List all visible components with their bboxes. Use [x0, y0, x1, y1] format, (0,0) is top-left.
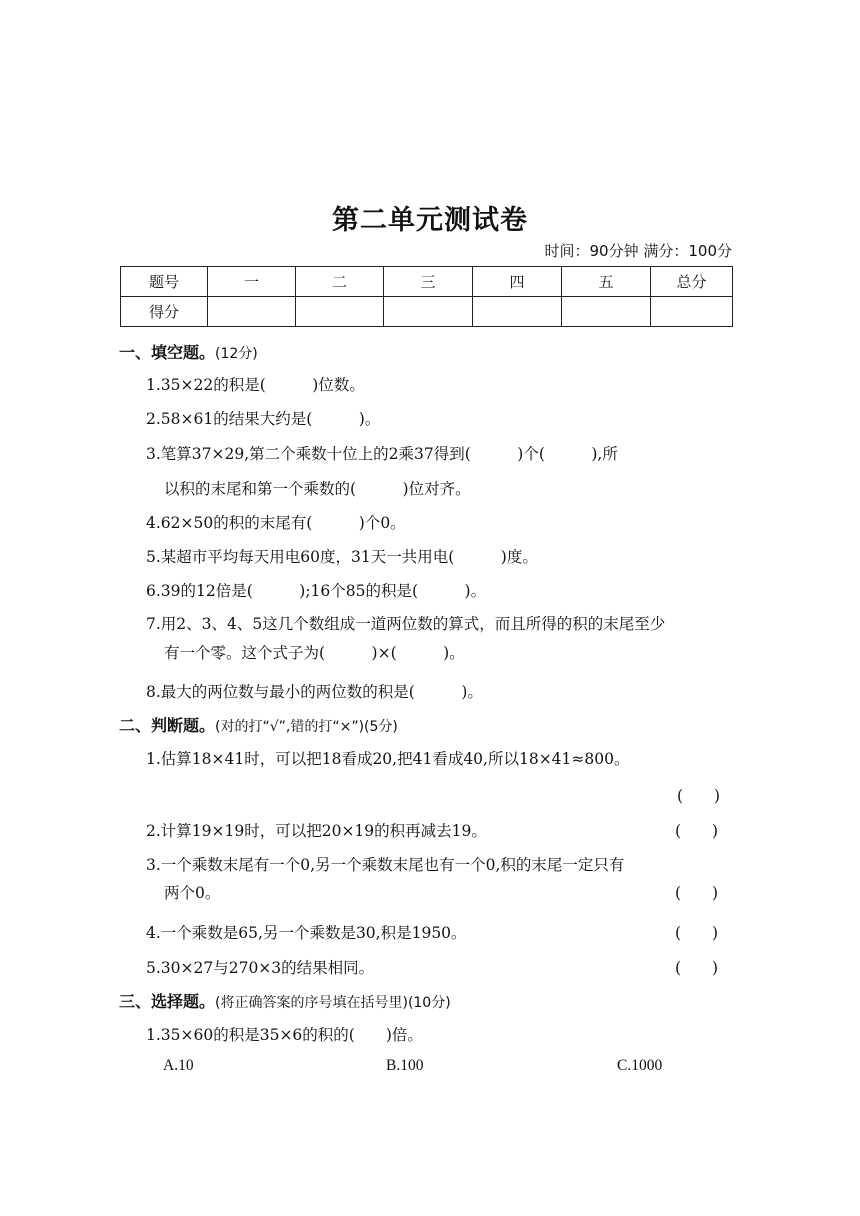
question-2-1: 1.估算18×41时，可以把18看成20,把41看成40,所以18×41≈800。: [146, 750, 630, 768]
question-1-3-cont: 以积的末尾和第一个乘数的( )位对齐。: [164, 480, 471, 498]
answer-parentheses[interactable]: ( ): [675, 924, 719, 942]
option-b[interactable]: B.100: [386, 1057, 424, 1074]
question-2-5: 5.30×27与270×3的结果相同。: [146, 959, 375, 977]
exam-meta: 时间：90分钟 满分：100分: [544, 242, 732, 260]
page-title: 第二单元测试卷: [332, 205, 528, 236]
score-table: [120, 266, 733, 327]
section-2-heading: [119, 713, 398, 736]
section-3-note: (将正确答案的序号填在括号里)(10分): [215, 995, 451, 1011]
answer-parentheses[interactable]: ( ): [677, 787, 721, 805]
score-cell[interactable]: [473, 297, 562, 327]
section-2-title: 二、判断题。: [119, 716, 216, 735]
section-3-title: 三、选择题。: [119, 992, 216, 1011]
header-cell-1: 一: [208, 267, 296, 297]
score-table-header-row: [121, 267, 733, 297]
question-1-7-cont: 有一个零。这个式子为( )×( )。: [164, 644, 465, 662]
header-cell-5: 五: [562, 267, 651, 297]
header-cell-total: 总分: [651, 267, 733, 297]
header-cell-3: 三: [384, 267, 473, 297]
score-cell[interactable]: [296, 297, 384, 327]
question-3-1: 1.35×60的积是35×6的积的( )倍。: [146, 1026, 423, 1044]
question-2-2: 2.计算19×19时，可以把20×19的积再减去19。: [146, 822, 487, 840]
score-cell[interactable]: [562, 297, 651, 327]
header-cell-4: 四: [473, 267, 562, 297]
section-1-title: 一、填空题。: [119, 343, 216, 362]
question-1-4: 4.62×50的积的末尾有( )个0。: [146, 514, 406, 532]
score-cell[interactable]: [651, 297, 733, 327]
score-cell[interactable]: [384, 297, 473, 327]
header-cell-2: 二: [296, 267, 384, 297]
answer-parentheses[interactable]: ( ): [675, 884, 719, 902]
header-cell-label: 题号: [121, 267, 208, 297]
question-1-5: 5.某超市平均每天用电60度，31天一共用电( )度。: [146, 548, 538, 566]
question-1-1: 1.35×22的积是( )位数。: [146, 376, 365, 394]
section-1-note: (12分): [215, 346, 258, 362]
question-2-4: 4.一个乘数是65,另一个乘数是30,积是1950。: [146, 924, 467, 942]
answer-parentheses[interactable]: ( ): [675, 822, 719, 840]
answer-parentheses[interactable]: ( ): [675, 959, 719, 977]
row-label-score: 得分: [121, 297, 208, 327]
score-cell[interactable]: [208, 297, 296, 327]
question-1-2: 2.58×61的结果大约是( )。: [146, 410, 381, 428]
question-1-6: 6.39的12倍是( );16个85的积是( )。: [146, 582, 487, 600]
option-a[interactable]: A.10: [163, 1057, 194, 1074]
score-table-score-row: [121, 297, 733, 327]
question-1-8: 8.最大的两位数与最小的两位数的积是( )。: [146, 683, 483, 701]
section-2-note: (对的打“√”,错的打“×”)(5分): [215, 719, 398, 735]
option-c[interactable]: C.1000: [617, 1057, 663, 1074]
question-1-7: 7.用2、3、4、5这几个数组成一道两位数的算式，而且所得的积的末尾至少: [146, 615, 666, 633]
section-3-heading: [119, 989, 451, 1012]
question-2-3-cont: 两个0。: [164, 884, 221, 902]
question-1-3: 3.笔算37×29,第二个乘数十位上的2乘37得到( )个( ),所: [146, 445, 618, 463]
section-1-heading: [119, 340, 258, 363]
question-2-3: 3.一个乘数末尾有一个0,另一个乘数末尾也有一个0,积的末尾一定只有: [146, 856, 625, 874]
